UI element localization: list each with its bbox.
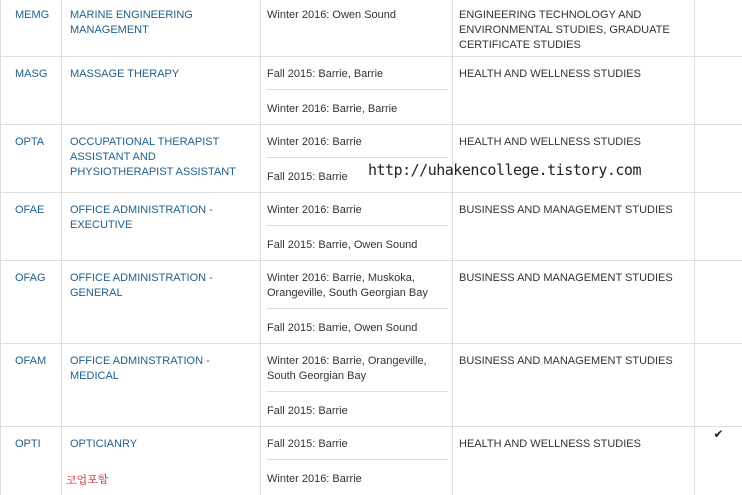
term-availability: Winter 2016: Barrie — [267, 193, 448, 225]
program-code-link[interactable]: OPTI — [15, 438, 41, 450]
coop-note: 코업포함 — [66, 466, 256, 488]
checkmark-icon: ✔ — [713, 427, 723, 441]
table-row — [1, 56, 742, 124]
term-availability: Fall 2015: Barrie — [267, 427, 448, 459]
program-code-link[interactable]: OFAG — [15, 272, 46, 284]
term-availability: Winter 2016: Barrie, Orangeville, South Georgian Bay — [267, 344, 448, 391]
program-name-link[interactable]: OPTICIANRY — [70, 438, 137, 450]
program-code-link[interactable]: OFAM — [15, 355, 46, 367]
table-row — [1, 124, 742, 192]
blog-watermark: http://uhakencollege.tistory.com — [368, 161, 641, 179]
program-name-link[interactable]: MASSAGE THERAPY — [70, 68, 179, 80]
term-availability: Fall 2015: Barrie, Owen Sound — [267, 225, 448, 260]
term-availability: Fall 2015: Barrie, Barrie — [267, 57, 448, 89]
study-area: BUSINESS AND MANAGEMENT STUDIES — [459, 272, 673, 284]
study-area: HEALTH AND WELLNESS STUDIES — [459, 68, 641, 80]
table-row — [1, 0, 742, 56]
term-availability: Winter 2016: Barrie, Muskoka, Orangeville, South Georgian Bay — [267, 261, 448, 308]
term-availability: Winter 2016: Barrie — [267, 459, 448, 494]
program-code-link[interactable]: MASG — [15, 68, 47, 80]
program-name-link[interactable]: OCCUPATIONAL THERAPIST ASSISTANT AND PHYSIOTHERAPIST ASSISTANT — [70, 136, 236, 178]
study-area: HEALTH AND WELLNESS STUDIES — [459, 136, 641, 148]
term-availability: Fall 2015: Barrie — [267, 157, 448, 192]
program-code-link[interactable]: OPTA — [15, 136, 44, 148]
program-name-link[interactable]: OFFICE ADMINISTRATION - EXECUTIVE — [70, 204, 213, 231]
study-area: BUSINESS AND MANAGEMENT STUDIES — [459, 355, 673, 367]
term-availability: Winter 2016: Owen Sound — [267, 0, 448, 30]
program-name-link[interactable]: OFFICE ADMINSTRATION - MEDICAL — [70, 355, 210, 382]
table-row — [1, 260, 742, 343]
program-name-link[interactable]: OFFICE ADMINISTRATION - GENERAL — [70, 272, 213, 299]
term-availability: Fall 2015: Barrie — [267, 391, 448, 426]
study-area: HEALTH AND WELLNESS STUDIES — [459, 438, 641, 450]
program-code-link[interactable]: OFAE — [15, 204, 44, 216]
term-availability: Winter 2016: Barrie — [267, 125, 448, 157]
table-row — [1, 426, 742, 495]
table-row — [1, 192, 742, 260]
program-code-link[interactable]: MEMG — [15, 9, 49, 21]
program-name-link[interactable]: MARINE ENGINEERING MANAGEMENT — [70, 9, 193, 36]
study-area: ENGINEERING TECHNOLOGY AND ENVIRONMENTAL STUDIES, GRADUATE CERTIFICATE STUDIES — [459, 9, 670, 51]
term-availability: Fall 2015: Barrie, Owen Sound — [267, 308, 448, 343]
table-row — [1, 343, 742, 426]
term-availability: Winter 2016: Barrie, Barrie — [267, 89, 448, 124]
study-area: BUSINESS AND MANAGEMENT STUDIES — [459, 204, 673, 216]
